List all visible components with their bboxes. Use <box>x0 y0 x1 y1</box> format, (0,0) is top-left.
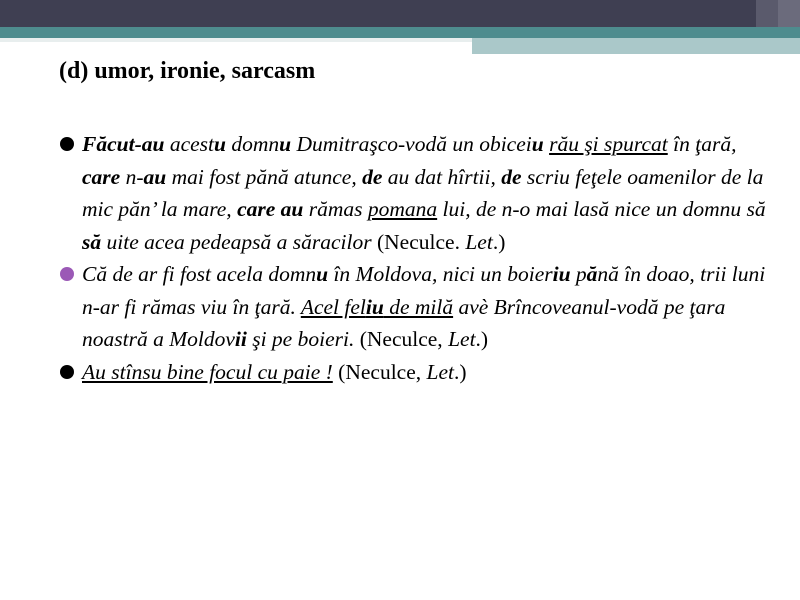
header-accent-block <box>778 0 800 27</box>
quote-text: Făcut-au acestu domnu Dumitraşco-vodă un obiceiu rău şi spurcat în ţară, care n-au mai fost pănă atunce, de au dat hîrtii, de scriu feţele oamenilor de la mic păn’ la mare, care au rămas pomana lui, de n-o mai lasă nice un domnu să să uite acea pedeapsă a săracilor <box>82 132 766 254</box>
bullet-item-3: Au stînsu bine focul cu paie ! (Neculce, Let.) <box>60 356 780 389</box>
slide-title: (d) umor, ironie, sarcasm <box>59 58 316 84</box>
quote-text: Au stînsu bine focul cu paie ! <box>82 359 333 384</box>
underlined-phrase: Acel feliu de milă <box>300 294 454 319</box>
header-bar-teal <box>0 27 800 38</box>
header-accent-block <box>756 0 778 27</box>
bullet-dot-icon <box>60 267 74 281</box>
bullet-item-2: Că de ar fi fost acela domnu în Moldova, nici un boieriu pănă în doao, trii luni n-ar fi rămas viu în ţară. Acel feliu de milă avè Brîncoveanul-vodă pe ţara noastră a Moldovii şi pe boieri. (Neculce, Let.) <box>60 258 780 356</box>
slide-body <box>60 128 780 388</box>
bullet-dot-icon <box>60 137 74 151</box>
header-bar-light <box>472 38 800 54</box>
header-bar-white <box>0 38 472 42</box>
header-bar-dark <box>0 0 800 27</box>
quote-text: Că de ar fi fost acela domnu în Moldova, nici un boieriu pănă în doao, trii luni n-ar fi rămas viu în ţară. Acel feliu de milă avè Brîncoveanul-vodă pe ţara noastră a Moldovii şi pe boieri. <box>82 262 766 351</box>
bullet-dot-icon <box>60 365 74 379</box>
bullet-item-1: Făcut-au acestu domnu Dumitraşco-vodă un obiceiu rău şi spurcat în ţară, care n-au mai fost pănă atunce, de au dat hîrtii, de scriu feţele oamenilor de la mic păn’ la mare, care au rămas pomana lui, de n-o mai lasă nice un domnu să să uite acea pedeapsă a săracilor (Neculce. Let.) <box>60 128 780 258</box>
